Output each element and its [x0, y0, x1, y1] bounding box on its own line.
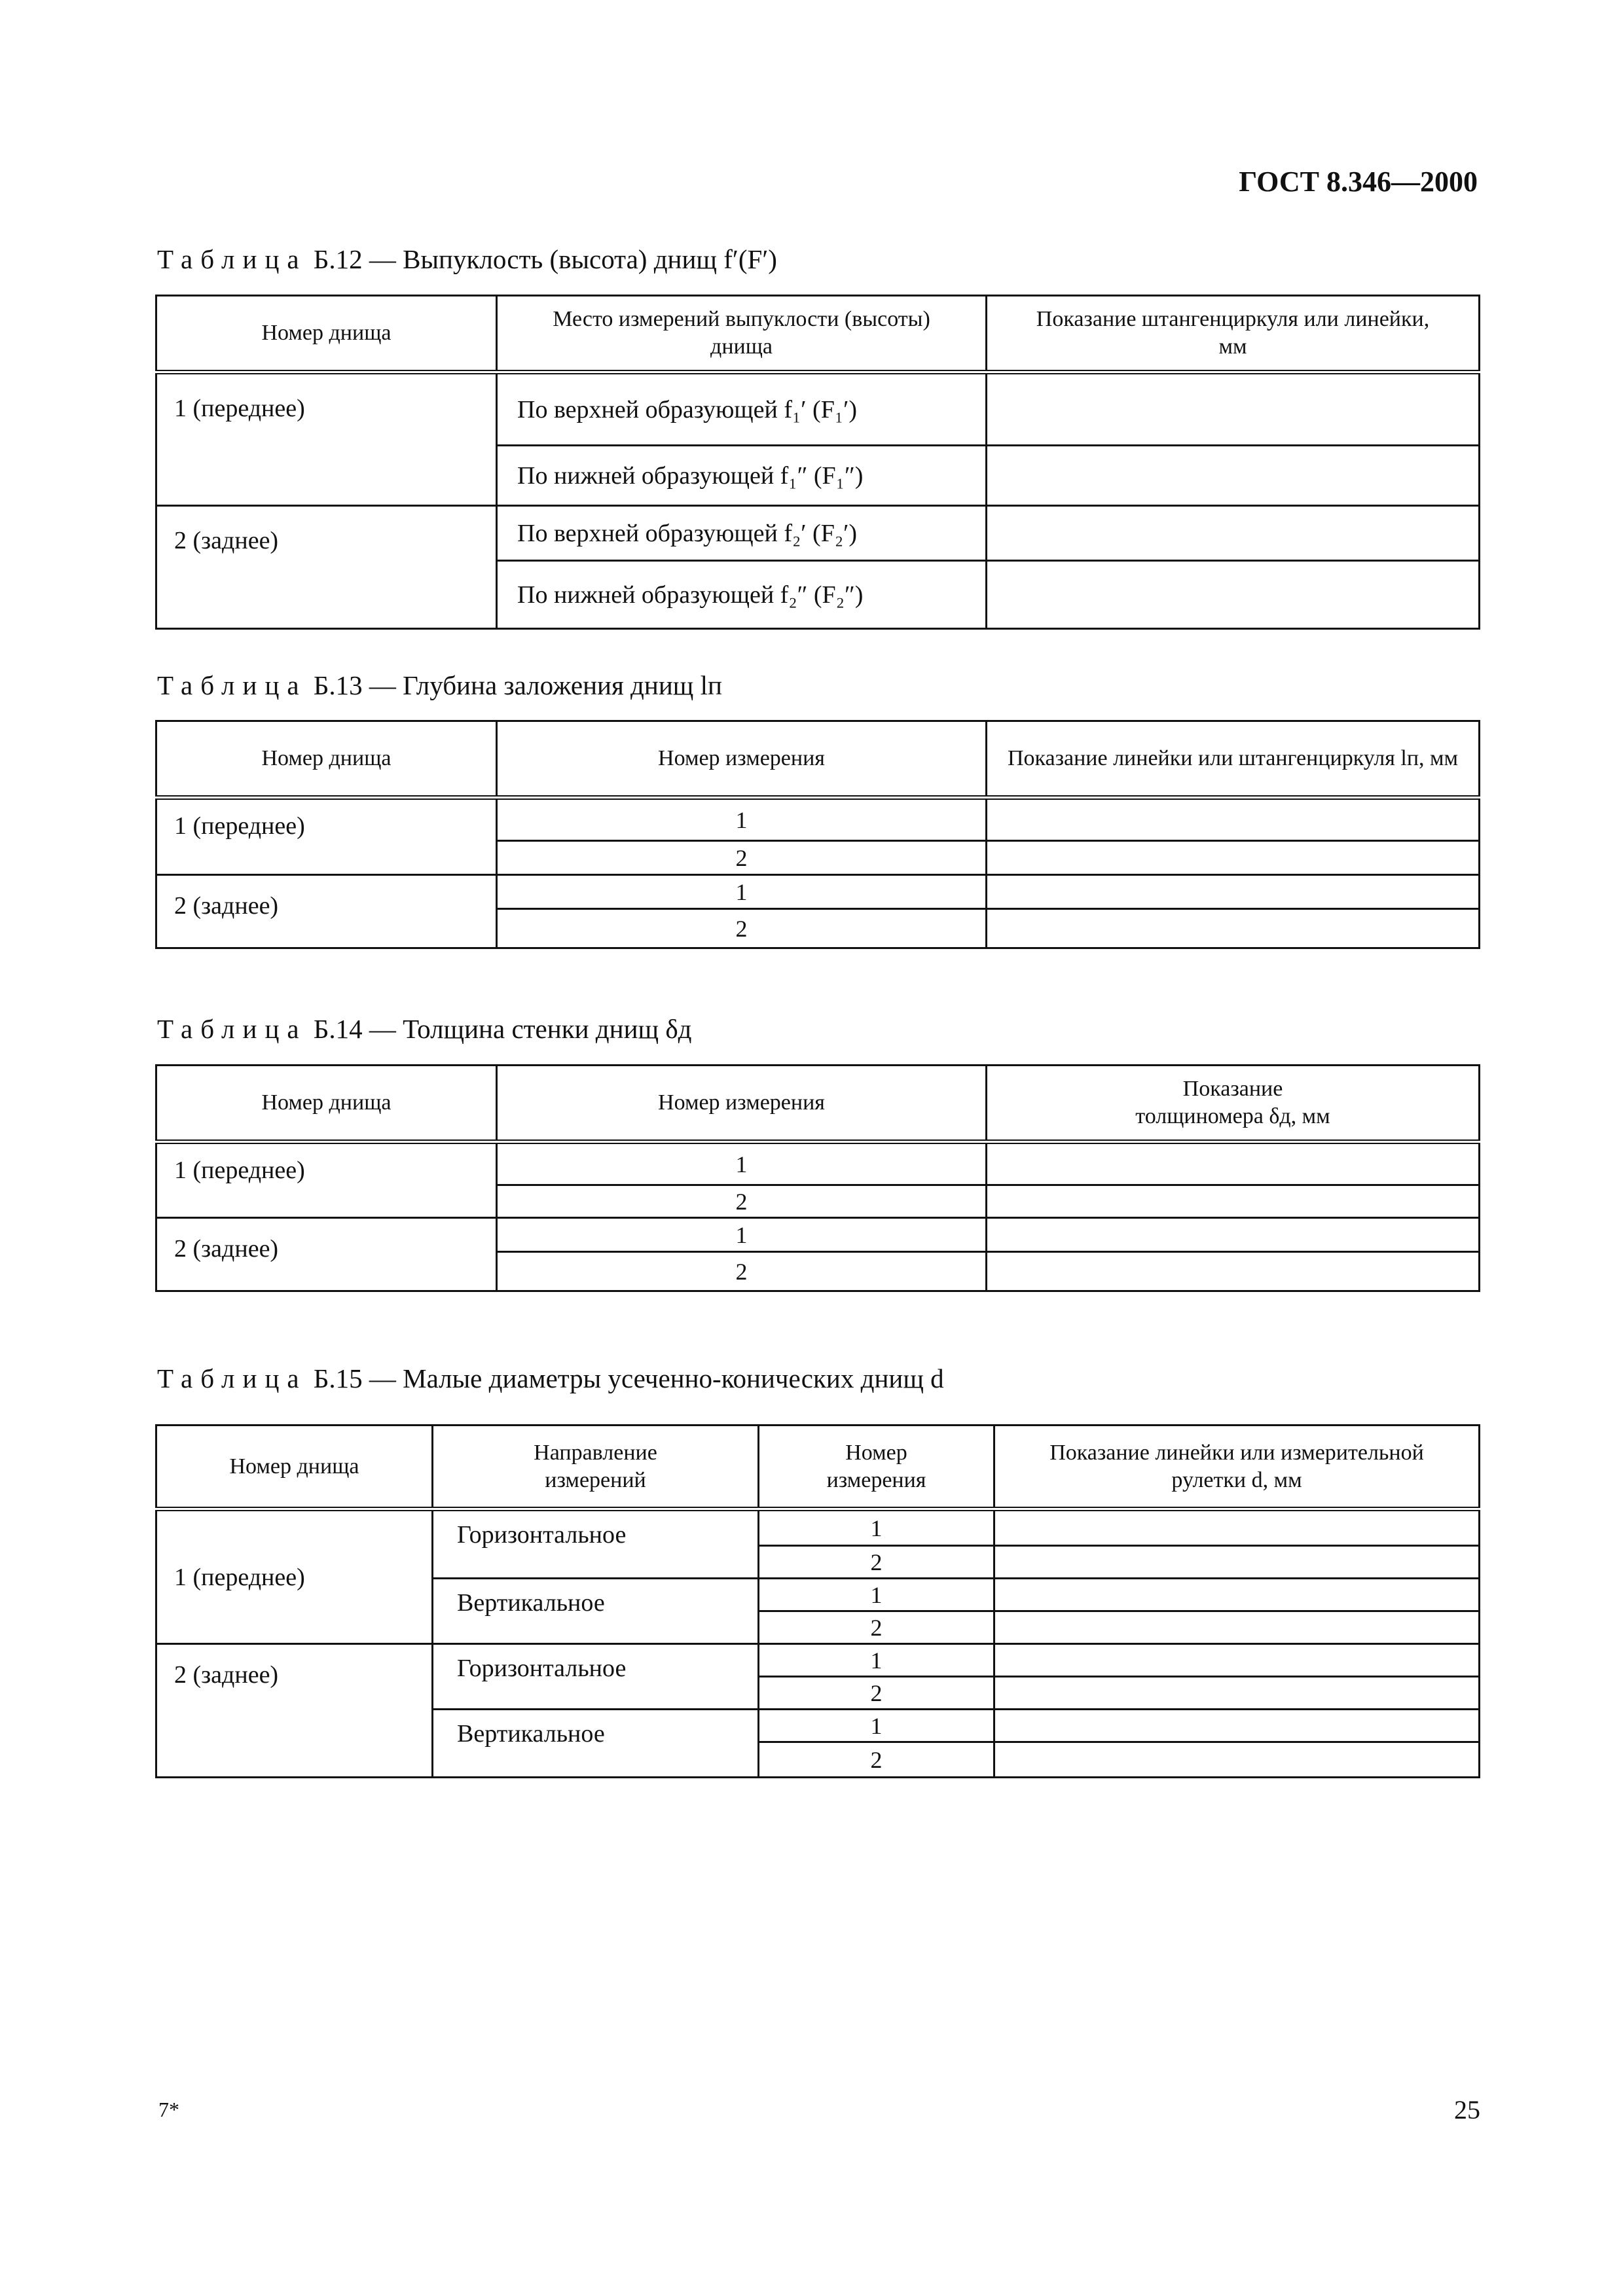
measurement-number: 1: [759, 1710, 994, 1742]
reading-cell[interactable]: [987, 875, 1480, 909]
caption-text: — Толщина стенки днищ δд: [369, 1014, 692, 1044]
reading-cell[interactable]: [987, 841, 1480, 875]
document-code: ГОСТ 8.346—2000: [1239, 166, 1478, 198]
table-row: [156, 1644, 1480, 1677]
reading-cell[interactable]: [994, 1509, 1480, 1546]
table-b12-caption: [157, 243, 777, 275]
table-row: [156, 372, 1480, 446]
reading-cell[interactable]: [987, 1142, 1480, 1185]
reading-cell[interactable]: [994, 1710, 1480, 1742]
reading-cell[interactable]: [994, 1742, 1480, 1778]
measurement-number: 1: [497, 875, 987, 909]
caption-number: Б.15: [313, 1363, 363, 1393]
table-row: [156, 1218, 1480, 1252]
reading-cell[interactable]: [987, 561, 1480, 629]
reading-cell[interactable]: [987, 506, 1480, 561]
bottom-number: 2 (заднее): [156, 875, 497, 948]
measurement-place: По нижней образующей f₁″ (F₁″): [497, 446, 987, 506]
measurement-number: 1: [759, 1509, 994, 1546]
reading-cell[interactable]: [994, 1611, 1480, 1644]
bottom-number: 1 (переднее): [156, 372, 497, 506]
bottom-number: 1 (переднее): [156, 798, 497, 875]
bottom-number: 1 (переднее): [156, 1142, 497, 1218]
measurement-number: 1: [759, 1644, 994, 1677]
measurement-number: 1: [759, 1579, 994, 1611]
measurement-number: 2: [759, 1677, 994, 1710]
table-row: [156, 798, 1480, 841]
direction: Горизонтальное: [433, 1644, 759, 1710]
table-row: [156, 875, 1480, 909]
direction: Вертикальное: [433, 1579, 759, 1644]
caption-prefix: Таблица: [157, 244, 307, 274]
reading-cell[interactable]: [987, 909, 1480, 948]
bottom-number: 2 (заднее): [156, 1644, 433, 1778]
measurement-number: 1: [497, 1218, 987, 1252]
column-header: Номер днища: [156, 721, 497, 798]
measurement-number: 2: [497, 841, 987, 875]
reading-cell[interactable]: [987, 446, 1480, 506]
measurement-place: По нижней образующей f₂″ (F₂″): [497, 561, 987, 629]
measurement-number: 2: [759, 1611, 994, 1644]
measurement-number: 2: [497, 909, 987, 948]
table-row: [156, 1142, 1480, 1185]
caption-text: — Глубина заложения днищ lп: [369, 670, 722, 700]
column-header: Номер днища: [156, 1426, 433, 1509]
caption-number: Б.12: [313, 244, 363, 274]
column-header: Место измерений выпуклости (высоты) днища: [497, 296, 987, 372]
reading-cell[interactable]: [987, 798, 1480, 841]
measurement-number: 2: [759, 1742, 994, 1778]
direction: Вертикальное: [433, 1710, 759, 1778]
caption-prefix: Таблица: [157, 1014, 307, 1044]
caption-text: — Выпуклость (высота) днищ f′(F′): [369, 244, 777, 274]
table-b14-caption: [157, 1013, 692, 1045]
reading-cell[interactable]: [994, 1644, 1480, 1677]
direction: Горизонтальное: [433, 1509, 759, 1579]
reading-cell[interactable]: [987, 1218, 1480, 1252]
table-b15: [155, 1424, 1480, 1778]
table-b12: [155, 295, 1480, 630]
table-b15-caption: [157, 1363, 944, 1394]
reading-cell[interactable]: [994, 1677, 1480, 1710]
reading-cell[interactable]: [987, 1252, 1480, 1291]
reading-cell[interactable]: [987, 1185, 1480, 1218]
bottom-number: 2 (заднее): [156, 506, 497, 629]
footer-mark: 7*: [158, 2098, 179, 2121]
bottom-number: 1 (переднее): [156, 1509, 433, 1644]
bottom-number: 2 (заднее): [156, 1218, 497, 1291]
measurement-place: По верхней образующей f₂′ (F₂′): [497, 506, 987, 561]
measurement-number: 1: [497, 1142, 987, 1185]
table-b14: [155, 1064, 1480, 1292]
measurement-number: 2: [497, 1252, 987, 1291]
caption-text: — Малые диаметры усеченно-конических днищ d: [369, 1363, 944, 1393]
table-row: [156, 506, 1480, 561]
column-header: Номер измерения: [497, 721, 987, 798]
reading-cell[interactable]: [994, 1546, 1480, 1579]
table-b13-caption: [157, 670, 722, 701]
reading-cell[interactable]: [994, 1579, 1480, 1611]
measurement-number: 2: [497, 1185, 987, 1218]
reading-cell[interactable]: [987, 372, 1480, 446]
caption-prefix: Таблица: [157, 1363, 307, 1393]
column-header: Показание линейки или штангенциркуля lп, мм: [987, 721, 1480, 798]
caption-prefix: Таблица: [157, 670, 307, 700]
column-header: Номер измерения: [759, 1426, 994, 1509]
column-header: Номер измерения: [497, 1066, 987, 1142]
column-header: Номер днища: [156, 296, 497, 372]
caption-number: Б.14: [313, 1014, 363, 1044]
column-header: Показание линейки или измерительной рулетки d, мм: [994, 1426, 1480, 1509]
measurement-place: По верхней образующей f₁′ (F₁′): [497, 372, 987, 446]
page-number: 25: [1454, 2095, 1480, 2125]
column-header: Показание толщиномера δд, мм: [987, 1066, 1480, 1142]
column-header: Направление измерений: [433, 1426, 759, 1509]
table-b13: [155, 720, 1480, 949]
measurement-number: 1: [497, 798, 987, 841]
caption-number: Б.13: [313, 670, 363, 700]
column-header: Показание штангенциркуля или линейки, мм: [987, 296, 1480, 372]
measurement-number: 2: [759, 1546, 994, 1579]
table-row: [156, 1509, 1480, 1546]
column-header: Номер днища: [156, 1066, 497, 1142]
